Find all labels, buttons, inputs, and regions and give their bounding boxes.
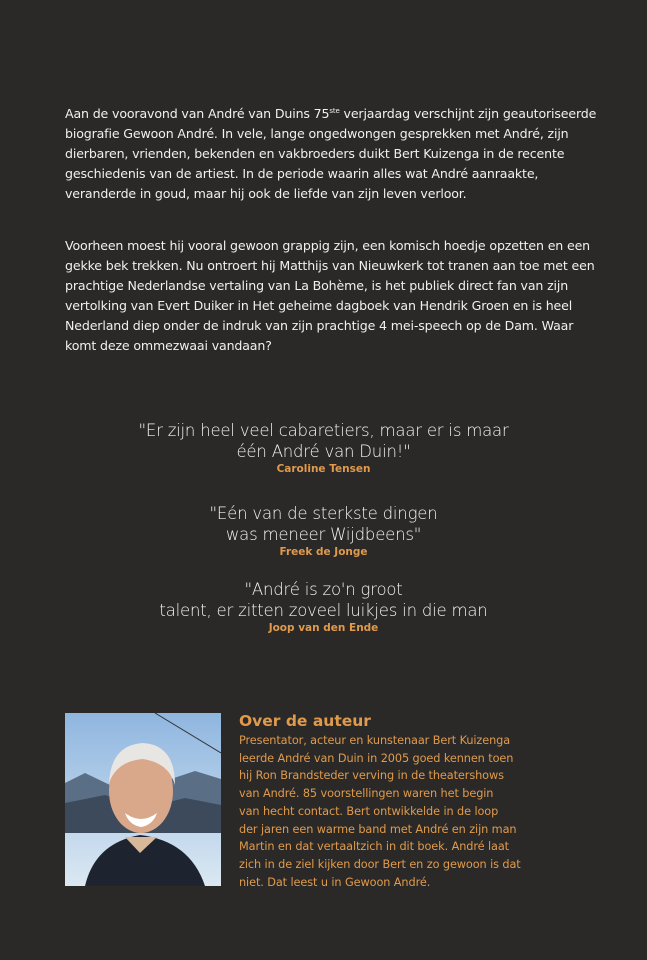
quote-author: Caroline Tensen (276, 463, 371, 475)
quote-line: was meneer Wijdbeens" (225, 525, 422, 544)
quote-line: "Er zijn heel veel cabaretiers, maar er is maar (138, 421, 509, 440)
quote-author: Freek de Jonge (279, 546, 368, 558)
about-line: Presentator, acteur en kunstenaar Bert Kuizenga (239, 734, 511, 747)
intro-paragraph (65, 101, 597, 204)
quote-line: één André van Duin!" (236, 442, 411, 461)
about-line: niet. Dat leest u in Gewoon André. (239, 875, 431, 889)
quote-line: "André is zo'n groot (244, 580, 403, 599)
quote-2 (0, 503, 647, 559)
about-line: der jaren een warme band met André en zijn man (239, 822, 517, 836)
quote-3 (0, 579, 647, 635)
quote-1 (0, 420, 647, 476)
intro-line: dierbaren, vrienden, bekenden en vakbroeders duikt Bert Kuizenga in de recente (65, 146, 565, 161)
about-line: Martin en dat vertaaltzich in dit boek. André laat (239, 840, 509, 854)
quote-author: Joop van den Ende (268, 622, 379, 634)
intro-line: biografie Gewoon André. In vele, lange ongedwongen gesprekken met André, zijn (65, 126, 569, 141)
author-photo (65, 713, 221, 886)
intro-line: geschiedenis van de artiest. In de periode waarin alles wat André aanraakte, (65, 166, 539, 181)
about-line: van André. 85 voorstellingen waren het begin (239, 787, 494, 801)
about-line: hij Ron Brandsteder verving in de theatershows (239, 769, 504, 783)
body-line: Voorheen moest hij vooral gewoon grappig zijn, een komisch hoedje opzetten en een (65, 238, 591, 253)
about-line: van hecht contact. Bert ontwikkelde in de loop (239, 804, 499, 818)
quote-line: talent, er zitten zoveel luikjes in die man (159, 601, 488, 620)
quote-line: "Eén van de sterkste dingen (209, 504, 438, 523)
about-heading: Over de auteur (239, 712, 371, 730)
body-line: komt deze ommezwaai vandaan? (65, 338, 272, 353)
intro-line: veranderde in goud, maar hij ook de liefde van zijn leven verloor. (65, 186, 467, 201)
body-line: gekke bek trekken. Nu ontroert hij Matthijs van Nieuwkerk tot tranen aan toe met een (65, 258, 595, 273)
body-line: prachtige Nederlandse vertaling van La Bohème, is het publiek direct fan van zijn (65, 278, 569, 293)
body-line: vertolking van Evert Duiker in Het geheime dagboek van Hendrik Groen en is heel (65, 298, 573, 313)
intro-line: Aan de vooravond van André van Duins 75ste verjaardag verschijnt zijn geautoriseerde (65, 106, 597, 121)
body-paragraph (65, 236, 595, 356)
about-line: leerde André van Duin in 2005 goed kennen toen (239, 751, 514, 765)
body-line: Nederland diep onder de indruk van zijn prachtige 4 mei-speech op de Dam. Waar (65, 318, 574, 333)
about-line: zich in de ziel kijken door Bert en zo gewoon is dat (239, 857, 521, 871)
about-author-section (239, 710, 539, 891)
